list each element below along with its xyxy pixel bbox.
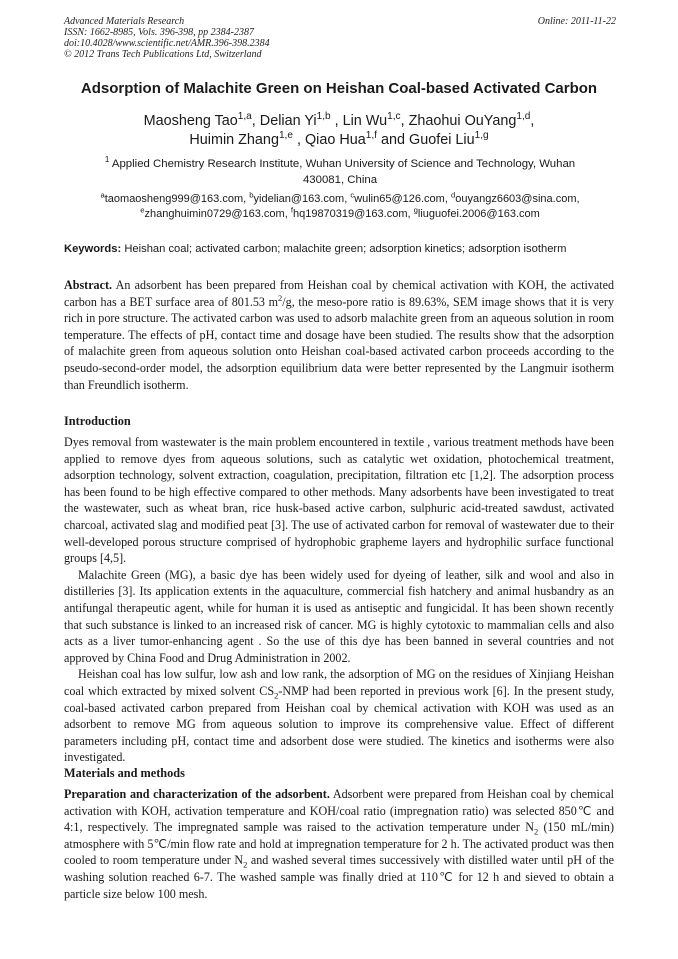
email-sup: b bbox=[249, 190, 254, 200]
email-address[interactable]: taomaosheng999@163.com bbox=[104, 193, 244, 205]
author-name: Qiao Hua bbox=[304, 132, 366, 148]
keywords-label: Keywords: bbox=[64, 243, 122, 255]
affiliation bbox=[64, 156, 616, 188]
author-sup: 1,e bbox=[278, 130, 293, 142]
author-sup: 1,g bbox=[474, 130, 489, 142]
copyright-line: © 2012 Trans Tech Publications Ltd, Switzerland bbox=[64, 49, 262, 60]
journal-name: Advanced Materials Research bbox=[64, 16, 185, 27]
author-sup: 1,f bbox=[365, 130, 377, 142]
methods-sub-2: 2 bbox=[243, 859, 248, 870]
email-address[interactable]: zhanghuimin0729@163.com bbox=[144, 208, 285, 220]
email-address[interactable]: hq19870319@163.com bbox=[292, 208, 408, 220]
email-address[interactable]: yidelian@163.com bbox=[253, 193, 345, 205]
author-name: Zhaohui OuYang bbox=[408, 113, 517, 129]
abstract-text-1: An adsorbent has been prepared from Heishan coal by chemical activation with KOH, the activated carbon has a BET surface area of 801.53 m bbox=[64, 278, 614, 309]
issn-line: ISSN: 1662-8985, Vols. 396-398, pp 2384-2387 bbox=[64, 27, 254, 38]
author-name: Delian Yi bbox=[259, 113, 317, 129]
keywords-line bbox=[64, 242, 624, 257]
email-address[interactable]: liuguofei.2006@163.com bbox=[417, 208, 540, 220]
online-date: Online: 2011-11-22 bbox=[537, 16, 616, 27]
methods-text-2: (150 mL/min) atmosphere with 5℃/min flow rate and hold at impregnation temperature for 2 h. The activated product was then cooled to room temperature under N bbox=[64, 820, 614, 868]
intro-paragraph-2: Malachite Green (MG), a basic dye has been widely used for dyeing of leather, silk and wool and also in distilleries [3]. Its application extents in the aquaculture, commercial fish hatchery and animal husbandry as an antifungal therapeutic agent, while for human it is used as antiseptic and fungicidal. It has been shown recently that such substance is linked to an increased risk of cancer. MG is highly cytotoxic to mammalian cells and also acts as a liver tumor-enhancing agent . So the use of this dye has been banned in several countries and not approved by China Food and Drug Administration in 2002. bbox=[64, 567, 614, 665]
journal-header bbox=[64, 16, 616, 60]
author-name: Guofei Liu bbox=[409, 132, 475, 148]
intro-paragraph-3 bbox=[64, 666, 614, 766]
affiliation-line-1: Applied Chemistry Research Institute, Wuhan University of Science and Technology, Wuhan bbox=[111, 158, 576, 170]
keywords-text: Heishan coal; activated carbon; malachite green; adsorption kinetics; adsorption isotherm bbox=[124, 243, 567, 255]
abstract bbox=[64, 277, 614, 393]
email-sup: c bbox=[350, 190, 355, 200]
author-list: Maosheng Tao$^{1,a}$, Delian Yi$^{1,b}$ , Lin Wu$^{1,c}$, Zhaohui OuYang$^{1,d}$, Huimin Zhang$^{1,e}$ , Qiao Hua$^{1,f}$ and Guofei Liu$^{1,g}$ bbox=[143, 111, 535, 148]
methods-lead: Preparation and characterization of the adsorbent. bbox=[64, 787, 330, 801]
author-name: Huimin Zhang bbox=[189, 132, 279, 148]
email-address[interactable]: wulin65@126.com bbox=[354, 193, 445, 205]
methods-text-3: and washed several times successively with distilled water until pH of the washing solution reached 6-7. The washed sample was finally dried at 110℃ for 12 h and sieved to obtain a particle size below 100 mesh. bbox=[64, 853, 614, 901]
author-name: Maosheng Tao bbox=[143, 113, 238, 129]
email-sup: d bbox=[450, 190, 456, 200]
introduction-heading: Introduction bbox=[64, 414, 131, 428]
author-sup: 1,c bbox=[387, 111, 401, 123]
introduction-body bbox=[64, 434, 614, 766]
methods-text-1: Adsorbent were prepared from Heishan coal by chemical activation with KOH, activation temperature and KOH/coal ratio (impregnation ratio) was selected 850℃ and 4:1, respectively. The impregnated sample was raised to the activation temperature under N bbox=[64, 787, 614, 835]
intro-p3-sub: 2 bbox=[274, 690, 279, 701]
abstract-sup: 2 bbox=[278, 292, 283, 303]
intro-p3-text-2: -NMP had been reported in previous work [6]. In the present study, coal-based activated carbon prepared from Heishan coal by chemical activation with KOH was used as an adsorbent to remove MG from aqueous solution to improve its comprehensive value. Effect of different parameters including pH, contact time and adsorbent dose were studied. The kinetics and isotherms were also investigated. bbox=[64, 683, 614, 765]
email-list: $^a$taomaosheng999@163.com, $^b$yidelian@163.com, $^c$wulin65@126.com, $^d$ouyangz6603@sina.com, $^e$zhanghuimin0729@163.com, $^f$hq19870319@163.com, $^g$liuguofei.2006@163.com bbox=[100, 190, 580, 220]
doi-line: doi:10.4028/www.scientific.net/AMR.396-398.2384 bbox=[64, 38, 270, 49]
abstract-text-2: /g, the meso-pore ratio is 89.63%, SEM image shows that it is very rich in pore structure. The activated carbon was used to adsorb malachite green from an aqueous solution in room temperature. The effects of pH, contact time and dosage have been studied. The results show that the adsorption of malachite green from aqueous solution onto Heishan coal-based activated carbon proceeds according to the pseudo-second-order model, the adsorption equilibrium data were better represented by the Langmuir isotherm than Freundlich isotherm. bbox=[64, 294, 614, 392]
intro-p3-text-1: Heishan coal has low sulfur, low ash and low rank, the adsorption of MG on the residues of Xinjiang Heishan coal which extracted by mixed solvent CS bbox=[64, 667, 614, 698]
author-sup: 1,a bbox=[237, 111, 252, 123]
abstract-label: Abstract. bbox=[64, 278, 113, 292]
email-sup: e bbox=[140, 205, 145, 215]
email-sup: g bbox=[413, 205, 418, 215]
methods-heading: Materials and methods bbox=[64, 766, 185, 780]
author-name: Lin Wu bbox=[342, 113, 388, 129]
affiliation-sup: 1 bbox=[104, 155, 110, 165]
email-address[interactable]: ouyangz6603@sina.com bbox=[455, 193, 577, 205]
author-sup: 1,d bbox=[516, 111, 531, 123]
affiliation-line-2: 430081, China bbox=[302, 174, 378, 186]
email-sup: f bbox=[290, 205, 293, 215]
paper-title: Adsorption of Malachite Green on Heishan Coal-based Activated Carbon bbox=[80, 80, 598, 97]
methods-body bbox=[64, 786, 614, 902]
intro-paragraph-1: Dyes removal from wastewater is the main problem encountered in textile , various treatment methods have been applied to remove dyes from aqueous solutions, such as catalytic wet oxidation, photochemical treatment, adsorption technology, solvent extraction, coagulation, precipitation, filtration etc [1,2]. The adsorption process has been found to be high effective compared to other methods. Many adsorbents have been investigated to treat the wastewater, such as wheat bran, rice husk-based active carbon, sulphuric acid-treated sawdust, activated charcoal, activated slag and modified peat [3]. The use of activated carbon for removal of wastewater due to their well-developed porous structure comprised of hydrophobic grapheme layers and hydrophilic surface functional groups [4,5]. bbox=[64, 435, 614, 566]
author-sup: 1,b bbox=[316, 111, 331, 123]
email-sup: a bbox=[100, 190, 105, 200]
methods-sub-1: 2 bbox=[533, 826, 539, 837]
